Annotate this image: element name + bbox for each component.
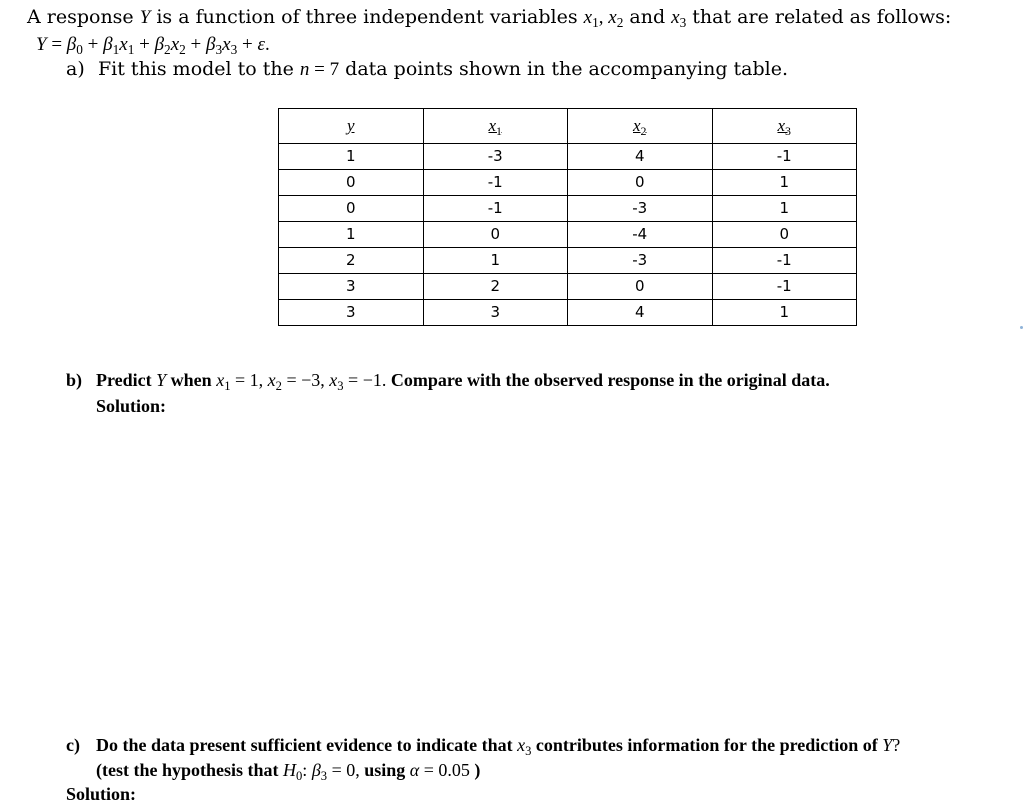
eq-Y: Y [36, 34, 47, 55]
part-a [66, 58, 788, 81]
data-table [278, 108, 857, 326]
header-x1-sub: 1 [496, 124, 502, 138]
cell-y: 1 [279, 144, 424, 170]
part-b-var-Y: Y [156, 370, 167, 390]
part-b-text-prefix: Predict [96, 370, 157, 390]
eq-epsilon: ε [257, 34, 265, 55]
sub-1: 1 [592, 15, 599, 30]
part-c-beta-sub: 3 [320, 769, 328, 783]
part-c-var-Y: Y [882, 735, 893, 755]
part-b-x2: x [267, 370, 276, 390]
eq-beta0: β [66, 34, 77, 55]
header-x1-var: x [488, 116, 497, 135]
cell-x1: -1 [423, 196, 568, 222]
comma: , [598, 7, 609, 28]
eq-plus: + [237, 34, 258, 55]
eq-plus: + [82, 34, 104, 55]
part-b-x1-sub: 1 [224, 379, 231, 393]
var-x3: x [671, 7, 680, 28]
part-c-solution-cut: Solution: [66, 784, 137, 804]
header-x2 [568, 109, 713, 144]
var-x2: x [608, 7, 617, 28]
part-b-text-suffix: Compare with the observed response in the original data. [386, 370, 830, 390]
part-c-question: ? [892, 735, 901, 755]
cell-x2: 4 [568, 144, 713, 170]
eq-beta1: β [103, 34, 113, 55]
part-b-label: b) [66, 370, 83, 390]
header-x1 [423, 109, 568, 144]
part-c-close: ) [469, 760, 481, 780]
part-a-label: a) [66, 58, 85, 80]
cell-x2: -3 [568, 196, 713, 222]
eq-plus: + [134, 34, 155, 55]
eq-x1: x [119, 34, 128, 55]
cell-x1: 3 [423, 300, 568, 326]
eq-beta3-sub: 3 [215, 42, 223, 57]
eq-x1-sub: 1 [127, 42, 135, 57]
part-c-hypothesis [96, 760, 480, 781]
part-c-H-sub: 0 [296, 769, 303, 783]
eq-beta0-sub: 0 [76, 42, 83, 57]
cell-x3: -1 [712, 248, 857, 274]
intro-text-suffix: that are related as follows: [686, 6, 952, 28]
sub-3: 3 [679, 15, 687, 30]
part-b-x1: x [216, 370, 225, 390]
intro-text-prefix: A response [27, 6, 140, 28]
problem-intro [27, 6, 951, 29]
cell-x2: 4 [568, 300, 713, 326]
part-c-x3: x [517, 735, 526, 755]
part-c-label: c) [66, 735, 80, 755]
eq-beta3: β [206, 34, 216, 55]
cell-x3: 1 [712, 170, 857, 196]
cell-x3: -1 [712, 274, 857, 300]
table-row [279, 300, 857, 326]
part-b [66, 370, 830, 391]
eq-plus: + [185, 34, 207, 55]
part-b-x3-val: = −1. [343, 370, 387, 390]
part-c-line2-prefix: (test the hypothesis that [96, 760, 283, 780]
table-row [279, 196, 857, 222]
part-c-text-prefix: Do the data present sufficient evidence to indicate that [96, 735, 518, 755]
table-row [279, 222, 857, 248]
cell-x1: 2 [423, 274, 568, 300]
cell-x1: 0 [423, 222, 568, 248]
eq-equals: = [46, 34, 67, 55]
eq-beta2-sub: 2 [164, 42, 171, 57]
part-a-text-prefix: Fit this model to the [98, 58, 300, 80]
table-header-row [279, 109, 857, 144]
part-b-x3: x [329, 370, 338, 390]
table-row [279, 170, 857, 196]
part-b-when: when [166, 370, 217, 390]
edge-mark [1020, 326, 1023, 329]
eq-beta2: β [154, 34, 165, 55]
intro-and: and [623, 6, 672, 28]
intro-text-mid: is a function of three independent variables [150, 6, 584, 28]
eq-x2-sub: 2 [179, 42, 186, 57]
cell-y: 0 [279, 196, 424, 222]
header-x3-var: x [777, 116, 786, 135]
table-row [279, 248, 857, 274]
cell-x2: 0 [568, 170, 713, 196]
part-b-x2-sub: 2 [275, 379, 282, 393]
cell-y: 3 [279, 274, 424, 300]
table-row [279, 144, 857, 170]
part-b-x2-val: = −3, [281, 370, 330, 390]
part-b-x3-sub: 3 [337, 379, 344, 393]
var-Y: Y [139, 7, 151, 28]
header-x2-sub: 2 [640, 124, 647, 138]
part-c-H: H [283, 760, 296, 780]
table-row [279, 274, 857, 300]
header-y-label: y [346, 116, 355, 135]
eq-x2: x [170, 34, 180, 55]
part-c-eq0: = 0, [327, 760, 360, 780]
solution-label: Solution: [96, 396, 167, 416]
eq-beta1-sub: 1 [112, 42, 120, 57]
cell-x2: 0 [568, 274, 713, 300]
header-y [279, 109, 424, 144]
cell-x1: -1 [423, 170, 568, 196]
part-c-using: using [359, 760, 410, 780]
eq-x3: x [222, 34, 231, 55]
cell-x3: -1 [712, 144, 857, 170]
header-x2-var: x [633, 116, 641, 135]
model-equation [36, 34, 270, 56]
cell-x3: 1 [712, 196, 857, 222]
cell-x1: -3 [423, 144, 568, 170]
eq-x3-sub: 3 [230, 42, 238, 57]
part-c-colon: : [302, 760, 312, 780]
cell-y: 3 [279, 300, 424, 326]
part-b-x1-val: = 1, [230, 370, 268, 390]
cell-y: 1 [279, 222, 424, 248]
var-n: n [299, 59, 310, 80]
header-x3-sub: 3 [785, 124, 791, 138]
cell-x3: 1 [712, 300, 857, 326]
cell-x3: 0 [712, 222, 857, 248]
cell-x1: 1 [423, 248, 568, 274]
part-c-alpha-val: = 0.05 [419, 760, 470, 780]
cell-x2: -4 [568, 222, 713, 248]
cell-y: 2 [279, 248, 424, 274]
part-a-text-suffix: data points shown in the accompanying table. [339, 58, 789, 80]
part-c-alpha: α [409, 760, 420, 780]
cell-x2: -3 [568, 248, 713, 274]
sub-2: 2 [616, 15, 624, 30]
part-c-x3-sub: 3 [525, 744, 532, 758]
var-x1: x [583, 7, 593, 28]
part-c-beta: β [311, 760, 321, 780]
header-x3 [712, 109, 857, 144]
cell-y: 0 [279, 170, 424, 196]
part-c-text-mid: contributes information for the prediction of [531, 735, 883, 755]
n-value: = 7 [309, 59, 340, 80]
part-c [66, 735, 900, 756]
eq-period: . [264, 34, 270, 55]
